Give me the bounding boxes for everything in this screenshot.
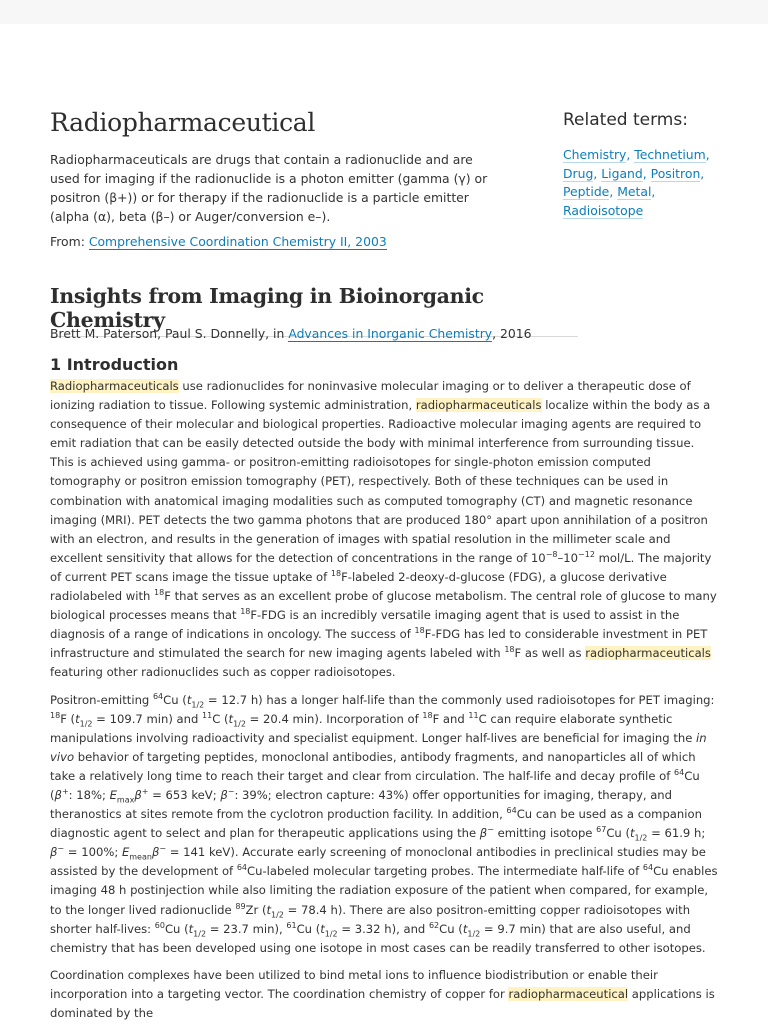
section-heading: 1 Introduction [50, 355, 179, 374]
from-label: From: [50, 234, 85, 249]
related-term-positron[interactable]: Positron [650, 165, 701, 181]
chapter-title[interactable]: Insights from Imaging in Bioinorganic Chemistry [50, 284, 578, 337]
definition-text: Radiopharmaceuticals are drugs that contain a radionuclide and are used for imaging if the radionuclide is a photon emitter (gamma (γ) or positron (β+)) or for therapy if the radionuclide is a particle emitter (alpha (α), beta (β–) or Auger/conversion e–). [50, 152, 488, 224]
source-line [50, 233, 387, 251]
book-link[interactable]: Advances in Inorganic Chemistry [288, 326, 493, 341]
highlight: Radiopharmaceuticals [50, 379, 179, 393]
paragraph-2: Positron-emitting $^{64}$Cu ($t_{1/2} = 12.7$ h) has a longer half-life than the commonly used radioisotopes for PET imaging: $^{18}$F ($t_{1/2} = 109.7$ min) and $^{11}$C ($t_{1/2} = 20.4$ min). Incorporation of $^{18}$F and $^{11}$C can require elaborate synthetic manipulations involving radioactivity and specialist equipment. Longer half-lives are beneficial for imaging the in vivo behavior of targeting peptides, monoclonal antibodies, antibody fragments, and nanoparticles all of which take a relatively long time to reach their target and clear from circulation. The half-life and decay profile of $^{64}$Cu (β+: 18%; $E_{max}\beta^+ = 653$ keV; β−: 39%; electron capture: 43%) offer opportunities for imaging, therapy, and theranostics at sites remote from the cyclotron production facility. In addition, $^{64}$Cu can be used as a companion diagnostic agent to select and plan for therapeutic applications using the β− emitting isotope $^{67}$Cu ($t_{1/2} = 61.9$ h; β− = 100%; $E_{mean}\beta^- = 141$ keV). Accurate early screening of monoclonal antibodies in preclinical studies may be assisted by the development of $^{64}$Cu-labeled molecular targeting probes. The intermediate half-life of $^{64}$Cu enables imaging 48 h postinjection while also limiting the radiation exposure of the patient when compared, for example, to the longer lived radionuclide $^{89}$Zr ($t_{1/2} = 78.4$ h). There are also positron-emitting copper radioisotopes with shorter half-lives: $^{60}$Cu ($t_{1/2} = 23.7$ min), $^{61}$Cu ($t_{1/2} = 3.32$ h), and $^{62}$Cu ($t_{1/2} = 9.7$ min) that are also useful, and chemistry that has been developed using one isotope in most cases can be readily transferred to other isotopes. [50, 691, 718, 955]
related-terms-heading: Related terms: [563, 110, 688, 130]
related-term-technetium[interactable]: Technetium [634, 147, 706, 162]
highlight: radiopharmaceuticals [415, 398, 542, 413]
related-term-drug[interactable]: Drug [563, 165, 594, 181]
related-term-peptide[interactable]: Peptide [563, 184, 610, 199]
top-band [0, 0, 768, 24]
paragraph-3: Coordination complexes have been utilized to bind metal ions to influence biodistribution or enable their incorporation into a targeting vector. The coordination chemistry of copper for radiopharmaceutical applications is dominated by the [50, 967, 715, 1020]
byline [50, 326, 532, 341]
article-body [50, 377, 720, 1024]
related-term-ligand[interactable]: Ligand [601, 165, 643, 181]
page-title: Radiopharmaceutical [50, 108, 316, 137]
year: , 2016 [492, 326, 532, 341]
related-terms-list: Chemistry, Technetium, Drug, Ligand, Positron, Peptide, Metal, Radioisotope [563, 147, 710, 218]
highlight: radiopharmaceutical [508, 986, 629, 1001]
highlight: radiopharmaceuticals [585, 646, 711, 661]
authors: Brett M. Paterson, Paul S. Donnelly, in [50, 326, 285, 341]
related-term-chemistry[interactable]: Chemistry [563, 147, 627, 162]
paragraph-1: Radiopharmaceuticals use radionuclides for noninvasive molecular imaging or to deliver a therapeutic dose of ionizing radiation to tissue. Following systemic administration, radiopharmaceuticals localize within the body as a consequence of their molecular and biological properties. Radioactive molecular imaging agents are required to emit radiation that can be easily detected outside the body with minimal interference from surrounding tissue. This is achieved using gamma- or positron-emitting radioisotopes for single-photon emission computed tomography or positron emission tomography (PET), respectively. Both of these techniques can be used in combination with anatomical imaging modalities such as computed tomography (CT) and magnetic resonance imaging (MRI). PET detects the two gamma photons that are produced 180° apart upon annihilation of a positron with an electron, and results in the generation of images with spatial resolution in the millimeter scale and excellent sensitivity that allows for the detection of concentrations in the range of $10^{-8}-10^{-12}$ mol/L. The majority of current PET scans image the tissue uptake of $^{18}$F-labeled 2-deoxy-d-glucose (FDG), a glucose derivative radiolabeled with $^{18}$F that serves as an excellent probe of glucose metabolism. The central role of glucose to many biological processes means that $^{18}$F-FDG is an incredibly versatile imaging agent that is used to assist in the diagnosis of a range of indications in oncology. The success of $^{18}$F-FDG has led to considerable investment in PET infrastructure and stimulated the search for new imaging agents labeled with $^{18}$F as well as radiopharmaceuticals featuring other radionuclides such as copper radioisotopes. [50, 379, 717, 680]
related-term-metal[interactable]: Metal [617, 184, 652, 199]
related-term-radioisotope[interactable]: Radioisotope [563, 202, 644, 218]
source-link[interactable]: Comprehensive Coordination Chemistry II, 2003 [88, 234, 387, 249]
